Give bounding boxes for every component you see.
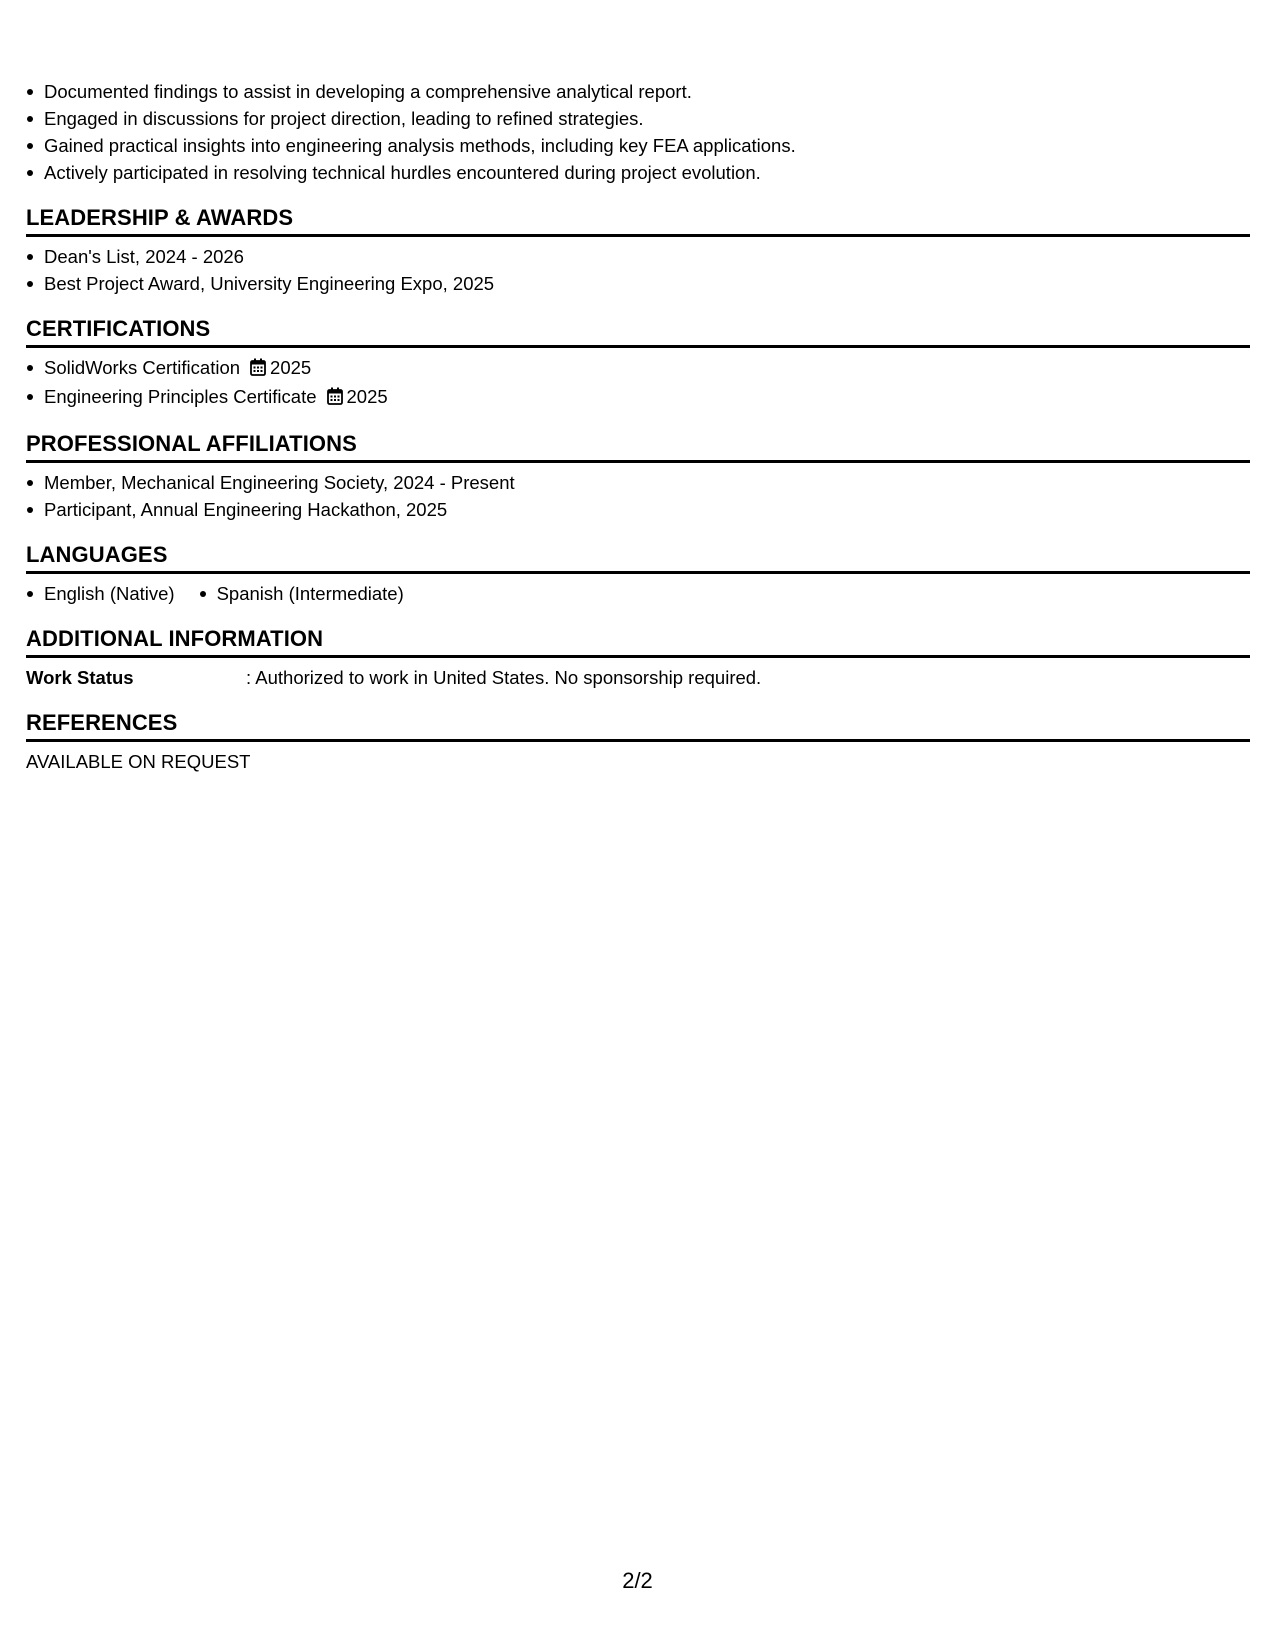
leadership-section — [26, 204, 1250, 297]
experience-bullet: Engaged in discussions for project direction, leading to refined strategies. — [44, 105, 1250, 132]
certification-year: 2025 — [270, 357, 312, 378]
certifications-list — [26, 354, 1250, 412]
experience-bullet: Documented findings to assist in developing a comprehensive analytical report. — [44, 78, 1250, 105]
experience-bullet: Actively participated in resolving technical hurdles encountered during project evolution. — [44, 159, 1250, 186]
certification-item — [44, 354, 1250, 383]
leadership-item: Best Project Award, University Engineering Expo, 2025 — [44, 270, 1250, 297]
references-text: AVAILABLE ON REQUEST — [26, 751, 251, 772]
leadership-title: LEADERSHIP & AWARDS — [26, 204, 1250, 237]
work-status-row — [26, 664, 1250, 691]
certification-name: Engineering Principles Certificate — [44, 386, 317, 407]
affiliations-section — [26, 430, 1250, 523]
calendar-icon — [250, 356, 266, 383]
certification-year: 2025 — [346, 386, 388, 407]
calendar-icon — [327, 385, 343, 412]
resume-page — [26, 78, 1250, 775]
additional-section — [26, 625, 1250, 691]
affiliation-item: Participant, Annual Engineering Hackathon, 2025 — [44, 496, 1250, 523]
references-section — [26, 709, 1250, 775]
leadership-item: Dean's List, 2024 - 2026 — [44, 243, 1250, 270]
additional-title: ADDITIONAL INFORMATION — [26, 625, 1250, 658]
work-status-label: Work Status — [26, 667, 134, 688]
languages-list — [26, 580, 1250, 607]
affiliation-item: Member, Mechanical Engineering Society, 2024 - Present — [44, 469, 1250, 496]
references-title: REFERENCES — [26, 709, 1250, 742]
languages-title: LANGUAGES — [26, 541, 1250, 574]
certification-name: SolidWorks Certification — [44, 357, 241, 378]
leadership-list — [26, 243, 1250, 297]
certifications-title: CERTIFICATIONS — [26, 315, 1250, 348]
language-item: Spanish (Intermediate) — [217, 580, 404, 607]
work-status-value: : Authorized to work in United States. No sponsorship required. — [246, 667, 762, 688]
languages-section — [26, 541, 1250, 607]
language-item: English (Native) — [44, 580, 175, 607]
certification-item — [44, 383, 1250, 412]
experience-bullet: Gained practical insights into engineering analysis methods, including key FEA applications. — [44, 132, 1250, 159]
page-number: 2/2 — [622, 1568, 653, 1593]
affiliations-list — [26, 469, 1250, 523]
affiliations-title: PROFESSIONAL AFFILIATIONS — [26, 430, 1250, 463]
certifications-section — [26, 315, 1250, 412]
experience-bullets — [26, 78, 1250, 186]
